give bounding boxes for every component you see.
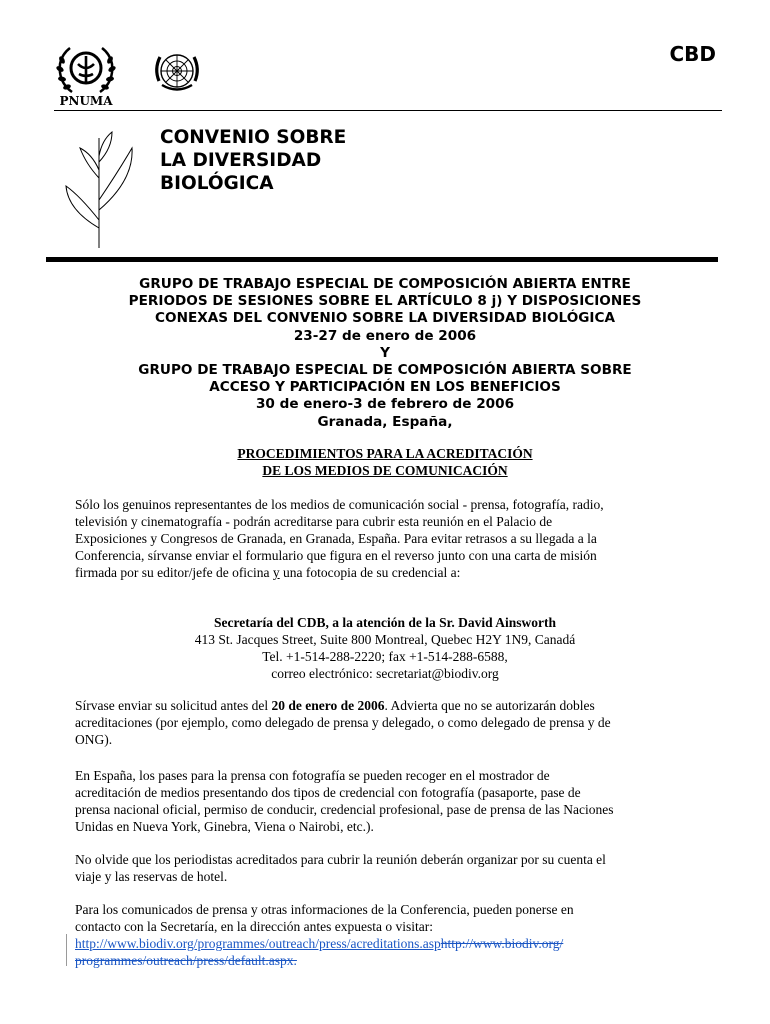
paragraph-line: Exposiciones y Congresos de Granada, en Granada, España. Para evitar retrasos a su llegada a la <box>75 531 597 546</box>
text-run: firmada por su editor/jefe de oficina <box>75 565 273 580</box>
paragraph-line: prensa nacional oficial, permiso de conducir, credencial profesional, pase de prensa de las Naciones <box>75 802 614 817</box>
paragraph-badges <box>75 767 695 835</box>
meeting-heading-line: GRUPO DE TRABAJO ESPECIAL DE COMPOSICIÓN ABIERTA SOBRE <box>138 362 632 379</box>
secretariat-email: correo electrónico: secretariat@biodiv.org <box>271 666 499 681</box>
paragraph-line: Conferencia, sírvanse enviar el formulario que figura en el reverso junto con una carta de misión <box>75 548 597 563</box>
meeting-heading-line: GRUPO DE TRABAJO ESPECIAL DE COMPOSICIÓN ABIERTA ENTRE <box>139 276 631 292</box>
paragraph-line: En España, los pases para la prensa con fotografía se pueden recoger en el mostrador de <box>75 768 550 783</box>
paragraph-line: viaje y las reservas de hotel. <box>75 869 228 884</box>
title-divider <box>46 257 718 262</box>
cbd-plant-logo <box>62 128 142 250</box>
revision-change-bar <box>66 934 67 966</box>
svg-text:PNUMA: PNUMA <box>59 94 113 108</box>
meeting-dates: 30 de enero-3 de febrero de 2006 <box>255 396 515 413</box>
convention-title-line: CONVENIO SOBRE <box>160 127 347 148</box>
deadline-date: 20 de enero de 2006 <box>271 698 385 713</box>
deleted-link-continued[interactable]: programmes/outreach/press/default.aspx. <box>75 953 297 968</box>
deleted-link[interactable]: http://www.biodiv.org/ <box>440 936 564 951</box>
meeting-heading <box>40 276 730 431</box>
paragraph-line: No olvide que los periodistas acreditados para cubrir la reunión deberán organizar por su cuenta el <box>75 852 606 867</box>
document-code: CBD <box>669 42 716 66</box>
paragraph-line <box>75 935 695 952</box>
un-emblem-logo <box>150 47 204 95</box>
paragraph-line: ONG). <box>75 732 113 747</box>
paragraph-line <box>75 564 695 581</box>
text-run: . Advierta que no se autorizarán dobles <box>384 698 595 713</box>
paragraph-line: acreditación de medios presentando dos tipos de credencial con fotografía (pasaporte, pase de <box>75 785 581 800</box>
meeting-heading-line: PERIODOS DE SESIONES SOBRE EL ARTÍCULO 8 j) Y DISPOSICIONES <box>128 293 642 310</box>
secretariat-street: 413 St. Jacques Street, Suite 800 Montreal, Quebec H2Y 1N9, Canadá <box>194 632 576 647</box>
section-title-line: DE LOS MEDIOS DE COMUNICACIÓN <box>262 462 508 478</box>
convention-title-line: BIOLÓGICA <box>160 173 274 194</box>
paragraph-deadline <box>75 697 695 748</box>
section-title-line: PROCEDIMIENTOS PARA LA ACREDITACIÓN <box>237 446 533 461</box>
text-run: una fotocopia de su credencial a: <box>279 565 461 580</box>
meeting-heading-line: ACCESO Y PARTICIPACIÓN EN LOS BENEFICIOS <box>209 379 561 396</box>
accreditation-link[interactable]: http://www.biodiv.org/programmes/outreach/press/acreditations.asp <box>75 936 441 951</box>
paragraph-line <box>75 952 695 969</box>
header-divider <box>54 110 722 111</box>
paragraph-line: Para los comunicados de prensa y otras informaciones de la Conferencia, pueden ponerse en <box>75 902 574 917</box>
secretariat-address <box>75 614 695 682</box>
paragraph-contact <box>75 901 695 969</box>
section-title <box>40 446 730 479</box>
paragraph-line: contacto con la Secretaría, en la dirección antes expuesta o visitar: <box>75 919 433 934</box>
paragraph-line <box>75 697 695 714</box>
underlined-word: y <box>272 565 280 580</box>
paragraph-line: acreditaciones (por ejemplo, como delegado de prensa y delegado, o como delegado de prensa y de <box>75 715 611 730</box>
secretariat-name: Secretaría del CDB, a la atención de la Sr. David Ainsworth <box>213 615 556 630</box>
paragraph-line: Sólo los genuinos representantes de los medios de comunicación social - prensa, fotografía, radio, <box>75 497 604 512</box>
convention-title-line: LA DIVERSIDAD <box>160 150 322 171</box>
paragraph-eligibility <box>75 496 695 581</box>
meeting-location: Granada, España, <box>317 413 453 430</box>
paragraph-travel <box>75 851 695 885</box>
meeting-dates: 23-27 de enero de 2006 <box>293 327 477 344</box>
paragraph-line: televisión y cinematografía - podrán acreditarse para cubrir esta reunión en el Palacio de <box>75 514 553 529</box>
meeting-conjunction: Y <box>380 344 390 361</box>
text-run: Sírvase enviar su solicitud antes del <box>75 698 272 713</box>
meeting-heading-line: CONEXAS DEL CONVENIO SOBRE LA DIVERSIDAD BIOLÓGICA <box>155 310 615 327</box>
secretariat-phone: Tel. +1-514-288-2220; fax +1-514-288-6588, <box>262 649 508 664</box>
convention-title <box>160 126 346 195</box>
paragraph-line: Unidas en Nueva York, Ginebra, Viena o Nairobi, etc.). <box>75 819 374 834</box>
pnuma-logo <box>48 42 124 108</box>
